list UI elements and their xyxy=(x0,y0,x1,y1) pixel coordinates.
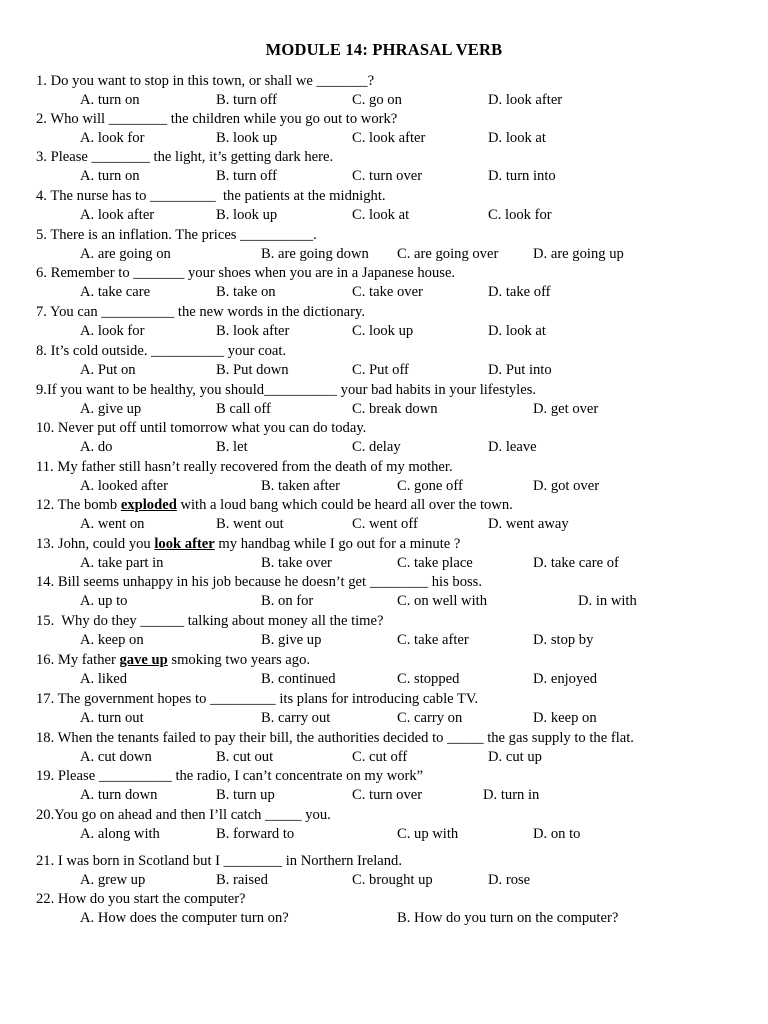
answer-option: C. look after xyxy=(352,130,426,147)
answer-option: D. take care of xyxy=(533,555,619,572)
answer-option: B. carry out xyxy=(261,710,331,727)
answer-option: A. take care xyxy=(80,284,151,301)
question-stem xyxy=(36,458,768,477)
answer-option: B. give up xyxy=(261,632,322,649)
underlined-keyword: gave up xyxy=(119,652,168,668)
question-text-after: my handbag while I go out for a minute ? xyxy=(214,536,461,552)
answer-options xyxy=(0,438,768,457)
question-stem xyxy=(36,890,768,909)
answer-option: C. carry on xyxy=(397,710,463,727)
question-text: 5. There is an inflation. The prices __________. xyxy=(36,227,317,243)
question-stem xyxy=(36,264,768,283)
answer-option: B. turn up xyxy=(216,787,275,804)
answer-options xyxy=(0,709,768,728)
answer-options xyxy=(0,786,768,805)
answer-options xyxy=(0,554,768,573)
answer-option: A. look for xyxy=(80,323,145,340)
question-stem xyxy=(36,342,768,361)
answer-options xyxy=(0,592,768,611)
answer-option: A. looked after xyxy=(80,478,168,495)
question-text: 6. Remember to _______ your shoes when you are in a Japanese house. xyxy=(36,265,456,281)
answer-option: C. cut off xyxy=(352,749,408,766)
answer-option: A. keep on xyxy=(80,632,144,649)
answer-option: D. look after xyxy=(488,92,563,109)
answer-options xyxy=(0,825,768,844)
question-19 xyxy=(0,767,768,806)
question-11 xyxy=(0,458,768,497)
answer-option: D. in with xyxy=(578,593,637,610)
answer-option: D. leave xyxy=(488,439,537,456)
answer-option: D. look at xyxy=(488,130,546,147)
question-text-after: with a loud bang which could be heard all over the town. xyxy=(176,497,513,513)
answer-option: B. cut out xyxy=(216,749,274,766)
answer-option: C. take over xyxy=(352,284,423,301)
answer-options xyxy=(0,909,768,928)
question-stem xyxy=(36,187,768,206)
answer-option: B. taken after xyxy=(261,478,341,495)
answer-option: B. Put down xyxy=(216,362,289,379)
answer-option: B call off xyxy=(216,401,271,418)
question-21 xyxy=(0,852,768,891)
answer-option: A. grew up xyxy=(80,872,146,889)
answer-option: A. do xyxy=(80,439,113,456)
question-stem xyxy=(36,729,768,748)
answer-option: C. break down xyxy=(352,401,438,418)
answer-option: C. up with xyxy=(397,826,459,843)
question-text: 10. Never put off until tomorrow what you can do today. xyxy=(36,420,367,436)
answer-option: A. How does the computer turn on? xyxy=(80,910,289,927)
answer-options xyxy=(0,871,768,890)
question-text: 14. Bill seems unhappy in his job because he doesn’t get ________ his boss. xyxy=(36,574,483,590)
answer-option: C. gone off xyxy=(397,478,463,495)
worksheet-title: MODULE 14: PHRASAL VERB xyxy=(265,40,503,59)
underlined-keyword: look after xyxy=(154,536,215,552)
question-text: 17. The government hopes to _________ its plans for introducing cable TV. xyxy=(36,691,479,707)
question-3 xyxy=(0,148,768,187)
answer-options xyxy=(0,91,768,110)
answer-options xyxy=(0,322,768,341)
answer-option: D. stop by xyxy=(533,632,594,649)
question-stem xyxy=(36,72,768,91)
question-7 xyxy=(0,303,768,342)
answer-option: A. went on xyxy=(80,516,145,533)
question-stem xyxy=(36,419,768,438)
answer-options xyxy=(0,748,768,767)
answer-option: C. delay xyxy=(352,439,401,456)
question-stem xyxy=(36,381,768,400)
answer-option: C. are going over xyxy=(397,246,499,263)
answer-option: B. turn off xyxy=(216,92,277,109)
answer-option: A. cut down xyxy=(80,749,152,766)
question-5 xyxy=(0,226,768,265)
answer-option: B. went out xyxy=(216,516,284,533)
answer-options xyxy=(0,400,768,419)
question-stem xyxy=(36,303,768,322)
answer-option: A. turn on xyxy=(80,92,140,109)
answer-option: D. turn in xyxy=(483,787,540,804)
question-6 xyxy=(0,264,768,303)
answer-option: B. take over xyxy=(261,555,332,572)
question-1 xyxy=(0,72,768,111)
answer-options xyxy=(0,515,768,534)
question-13 xyxy=(0,535,768,574)
question-16 xyxy=(0,651,768,690)
answer-option: B. forward to xyxy=(216,826,295,843)
question-text-before: 13. John, could you xyxy=(36,536,155,552)
answer-options xyxy=(0,631,768,650)
answer-option: B. are going down xyxy=(261,246,369,263)
question-10 xyxy=(0,419,768,458)
question-text: 2. Who will ________ the children while you go out to work? xyxy=(36,111,398,127)
question-text-before: 16. My father xyxy=(36,652,120,668)
answer-option: A. liked xyxy=(80,671,128,688)
answer-option: A. Put on xyxy=(80,362,136,379)
question-text: 8. It’s cold outside. __________ your coat. xyxy=(36,343,287,359)
answer-option: A. up to xyxy=(80,593,128,610)
answer-option: A. give up xyxy=(80,401,142,418)
question-stem xyxy=(36,496,768,515)
question-18 xyxy=(0,729,768,768)
answer-option: D. are going up xyxy=(533,246,624,263)
question-15 xyxy=(0,612,768,651)
answer-option: A. take part in xyxy=(80,555,164,572)
answer-options xyxy=(0,167,768,186)
answer-options xyxy=(0,670,768,689)
question-stem xyxy=(36,535,768,554)
question-text-before: 12. The bomb xyxy=(36,497,121,513)
answer-option: C. turn over xyxy=(352,787,423,804)
answer-option: B. look up xyxy=(216,207,278,224)
question-9 xyxy=(0,381,768,420)
answer-option: B. let xyxy=(216,439,248,456)
answer-option: B. raised xyxy=(216,872,268,889)
question-14 xyxy=(0,573,768,612)
answer-options xyxy=(0,245,768,264)
answer-option: D. cut up xyxy=(488,749,542,766)
answer-option: D. Put into xyxy=(488,362,552,379)
answer-option: C. look for xyxy=(488,207,552,224)
answer-option: A. along with xyxy=(80,826,160,843)
question-stem xyxy=(36,148,768,167)
answer-option: D. got over xyxy=(533,478,600,495)
answer-option: C. stopped xyxy=(397,671,460,688)
answer-option: A. turn out xyxy=(80,710,144,727)
question-22 xyxy=(0,890,768,929)
answer-option: C. went off xyxy=(352,516,418,533)
answer-option: D. rose xyxy=(488,872,531,889)
question-text: 3. Please ________ the light, it’s getting dark here. xyxy=(36,149,334,165)
question-text: 18. When the tenants failed to pay their bill, the authorities decided to _____ the gas supply to the flat. xyxy=(36,730,634,746)
answer-option: A. look after xyxy=(80,207,155,224)
answer-option: D. look at xyxy=(488,323,546,340)
question-stem xyxy=(36,226,768,245)
question-stem xyxy=(36,651,768,670)
answer-option: C. take after xyxy=(397,632,469,649)
question-4 xyxy=(0,187,768,226)
question-text: 9.If you want to be healthy, you should__________ your bad habits in your lifestyles. xyxy=(36,382,537,398)
answer-option: C. look at xyxy=(352,207,410,224)
answer-option: B. on for xyxy=(261,593,314,610)
answer-option: D. keep on xyxy=(533,710,597,727)
question-stem xyxy=(36,806,768,825)
answer-option: D. on to xyxy=(533,826,581,843)
question-stem xyxy=(36,690,768,709)
answer-option: B. continued xyxy=(261,671,336,688)
question-text: 19. Please __________ the radio, I can’t concentrate on my work” xyxy=(36,768,424,784)
question-8 xyxy=(0,342,768,381)
question-text: 21. I was born in Scotland but I ________ in Northern Ireland. xyxy=(36,853,402,869)
answer-option: B. look after xyxy=(216,323,290,340)
question-17 xyxy=(0,690,768,729)
answer-option: C. look up xyxy=(352,323,414,340)
question-text: 7. You can __________ the new words in the dictionary. xyxy=(36,304,365,320)
question-text: 20.You go on ahead and then I’ll catch _____ you. xyxy=(36,807,331,823)
answer-option: C. go on xyxy=(352,92,402,109)
question-stem xyxy=(36,110,768,129)
question-text: 11. My father still hasn’t really recovered from the death of my mother. xyxy=(36,459,453,475)
answer-options xyxy=(0,477,768,496)
question-stem xyxy=(36,573,768,592)
question-text-after: smoking two years ago. xyxy=(167,652,311,668)
answer-option: C. brought up xyxy=(352,872,433,889)
answer-option: D. take off xyxy=(488,284,551,301)
answer-options xyxy=(0,283,768,302)
answer-option: D. turn into xyxy=(488,168,556,185)
question-text: 22. How do you start the computer? xyxy=(36,891,246,907)
answer-options xyxy=(0,129,768,148)
answer-option: A. look for xyxy=(80,130,145,147)
answer-option: A. turn on xyxy=(80,168,140,185)
answer-option: C. on well with xyxy=(397,593,487,610)
answer-option: A. turn down xyxy=(80,787,158,804)
answer-option: D. went away xyxy=(488,516,569,533)
answer-options xyxy=(0,361,768,380)
question-12 xyxy=(0,496,768,535)
answer-option: A. are going on xyxy=(80,246,171,263)
answer-option: C. turn over xyxy=(352,168,423,185)
answer-option: D. get over xyxy=(533,401,599,418)
question-stem xyxy=(36,612,768,631)
question-20 xyxy=(0,806,768,845)
answer-option: B. look up xyxy=(216,130,278,147)
question-stem xyxy=(36,767,768,786)
answer-option: B. How do you turn on the computer? xyxy=(397,910,619,927)
question-text: 4. The nurse has to _________ the patients at the midnight. xyxy=(36,188,386,204)
question-2 xyxy=(0,110,768,149)
question-stem xyxy=(36,852,768,871)
answer-option: C. Put off xyxy=(352,362,409,379)
question-text: 1. Do you want to stop in this town, or shall we _______? xyxy=(36,73,375,89)
answer-option: C. take place xyxy=(397,555,473,572)
answer-option: B. turn off xyxy=(216,168,277,185)
underlined-keyword: exploded xyxy=(120,497,177,513)
answer-option: D. enjoyed xyxy=(533,671,598,688)
question-text: 15. Why do they ______ talking about money all the time? xyxy=(36,613,384,629)
answer-option: B. take on xyxy=(216,284,276,301)
answer-options xyxy=(0,206,768,225)
